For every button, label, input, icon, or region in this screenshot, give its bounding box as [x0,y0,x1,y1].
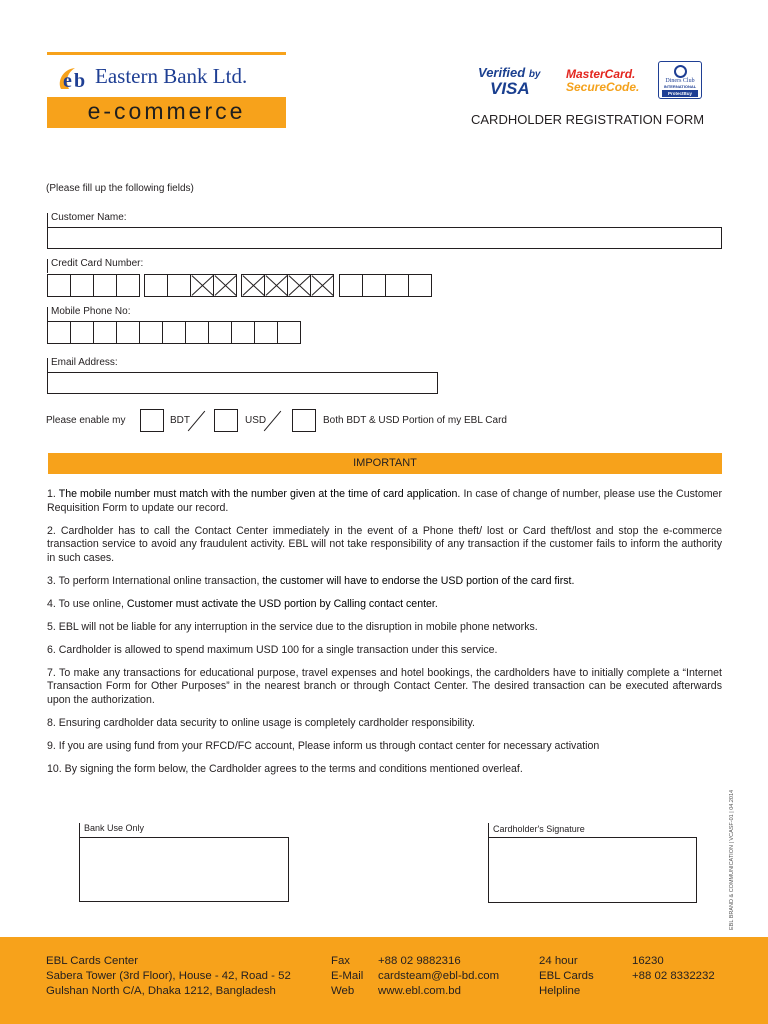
card-digit-cell[interactable] [47,274,71,297]
term-number: 4. [47,597,59,610]
term-text: EBL will not be liable for any interruption in the service due to the disruption in mobile phone networks. [58,620,538,633]
mobile-phone-label: Mobile Phone No: [51,306,131,317]
both-checkbox[interactable] [292,409,316,432]
ecommerce-label: e-commerce [87,98,246,124]
card-digit-cell[interactable] [70,274,94,297]
bdt-checkbox[interactable] [140,409,164,432]
term-bold-text: Customer must activate the USD portion by Calling contact center. [126,597,438,610]
field-tick [47,307,48,321]
phone-digit-cell[interactable] [139,321,163,344]
card-digit-masked-cell [264,274,288,297]
term-text: Cardholder has to call the Contact Center immediately in the event of a Phone theft/ lost or Card theft/lost and stop the e-commerce transaction service to avoid any fraudulent activity. EBL will not take responsibility of any transaction if the customer fails to inform the authority in such cases. [47,524,722,564]
phone-digit-cell[interactable] [254,321,278,344]
card-digit-masked-cell [287,274,311,297]
card-digit-cell[interactable] [144,274,168,297]
term-text: If you are using fund from your RFCD/FC account, Please inform us through contact center for necessary activation [58,739,600,752]
term-number: 7. [47,666,60,679]
form-instruction: (Please fill up the following fields) [46,183,194,194]
term-bold-text: The mobile number must match with the number given at the time of card application. [58,488,461,500]
term-item-8 [47,717,722,731]
field-tick [79,823,80,837]
card-digit-cell[interactable] [167,274,191,297]
card-digit-cell[interactable] [339,274,363,297]
email-contact-label: E-Mail [331,970,364,982]
term-number: 2. [47,524,61,537]
phone-digit-cell[interactable] [116,321,140,344]
securecode-text: SecureCode. [566,79,640,94]
card-digit-masked-cell [213,274,237,297]
diners-circle-icon [674,65,687,78]
term-item-4 [47,598,722,612]
email-link[interactable]: cardsteam@ebl-bd.com [378,970,500,982]
ebl-logo-icon [55,63,91,95]
cards-center-title: EBL Cards Center [46,955,139,967]
separator-slash [264,411,281,432]
bdt-option-label: BDT [170,415,190,426]
usd-option-label: USD [245,415,267,426]
phone-digit-cell[interactable] [208,321,232,344]
card-digit-cell[interactable] [116,274,140,297]
bank-name: Eastern Bank Ltd. [95,64,248,88]
term-number: 6. [47,643,59,656]
field-tick [47,259,48,273]
term-number: 1. [47,488,59,500]
phone-digit-cell[interactable] [231,321,255,344]
term-item-5 [47,621,722,635]
visa-text: VISA [490,79,530,98]
phone-digit-cell[interactable] [47,321,71,344]
cards-center-address-2: Gulshan North C/A, Dhaka 1212, Bangladesh [46,985,276,997]
cardholder-signature-label: Cardholder's Signature [493,824,585,834]
email-label: Email Address: [51,357,118,368]
term-number: 5. [47,620,59,633]
term-item-2 [47,525,722,566]
fax-number: +88 02 9882316 [378,955,461,967]
card-digit-cell[interactable] [93,274,117,297]
term-number: 9. [47,739,59,752]
term-text: By signing the form below, the Cardholder agrees to the terms and conditions mentioned overleaf. [64,762,523,775]
card-number-group-3 [241,274,333,297]
customer-name-field[interactable] [47,227,722,249]
field-tick [47,213,48,227]
term-item-6 [47,644,722,658]
bank-use-box[interactable] [79,837,289,902]
helpline-number-1: 16230 [632,955,664,967]
phone-digit-cell[interactable] [70,321,94,344]
phone-digit-cell[interactable] [162,321,186,344]
card-number-group-1 [47,274,139,297]
card-number-group-4 [339,274,431,297]
phone-digit-cell[interactable] [185,321,209,344]
svg-text:e: e [63,70,72,92]
mastercard-text: MasterCard. [566,67,636,81]
card-digit-masked-cell [190,274,214,297]
verified-by-visa-logo [478,66,550,97]
term-number: 3. [47,574,59,587]
footer [0,937,768,1024]
diners-international-text: INTERNATIONAL [663,84,697,89]
svg-text:b: b [74,70,86,92]
card-digit-cell[interactable] [362,274,386,297]
card-digit-cell[interactable] [408,274,432,297]
term-number: 8. [47,716,59,729]
form-title: CARDHOLDER REGISTRATION FORM [471,112,705,127]
diners-protectbuy-text: ProtectBuy [662,90,698,97]
card-number-label: Credit Card Number: [51,258,144,269]
verified-text: Verified [478,65,526,80]
card-digit-masked-cell [310,274,334,297]
term-item-10 [47,763,722,777]
card-digit-cell[interactable] [385,274,409,297]
phone-digit-cell[interactable] [93,321,117,344]
important-heading: IMPORTANT [48,453,722,474]
diners-club-text: Diners Club [665,78,695,84]
term-text: In case of change of number, please use the Customer Requisition Form to update our record. [47,488,722,514]
helpline-label-1: 24 hour [539,955,578,967]
card-digit-masked-cell [241,274,265,297]
card-number-group-2 [144,274,236,297]
fax-label: Fax [331,955,350,967]
term-item-7 [47,667,722,708]
mobile-phone-grid [47,321,300,344]
term-item-9 [47,740,722,754]
usd-checkbox[interactable] [214,409,238,432]
term-text: To use online, [58,597,127,610]
term-text: To make any transactions for educational purpose, travel expenses and hotel bookings, the cardholders have to initially complete a “Internet Transaction Form for Other Purposes” in the nearest branch or through Contact Center. The desired transaction can be executed afterwards upon the authorization. [47,666,722,706]
customer-name-label: Customer Name: [51,212,127,223]
helpline-label-3: Helpline [539,985,581,997]
form-code: EBL BRAND & COMMUNICATION | VCASF-01 | 04.2014 [729,789,735,930]
term-number: 10. [47,762,65,775]
both-option-label: Both BDT & USD Portion of my EBL Card [323,415,507,426]
term-item-3 [47,575,722,589]
term-text: Ensuring cardholder data security to online usage is completely cardholder responsibility. [58,716,475,729]
field-tick [488,823,489,837]
terms-list [47,488,722,786]
website-link[interactable]: www.ebl.com.bd [378,985,461,997]
cards-center-address-1: Sabera Tower (3rd Floor), House - 42, Road - 52 [46,970,291,982]
verified-by-text: by [528,69,541,80]
enable-label: Please enable my [46,415,126,426]
field-tick [47,358,48,372]
helpline-number-2: +88 02 8332232 [632,970,715,982]
term-bold-text: the customer will have to endorse the USD portion of the card first. [262,574,575,587]
term-text: To perform International online transaction, [58,574,263,587]
helpline-label-2: EBL Cards [539,970,594,982]
mastercard-securecode-logo [566,68,639,93]
term-item-1 [47,488,722,515]
phone-digit-cell[interactable] [277,321,301,344]
diners-club-protectbuy-logo [658,61,702,99]
logo-top-rule [47,52,286,55]
term-text: Cardholder is allowed to spend maximum USD 100 for a single transaction under this service. [58,643,498,656]
separator-slash [188,411,205,432]
email-field[interactable] [47,372,438,394]
cardholder-signature-box[interactable] [488,837,697,903]
bank-use-label: Bank Use Only [84,823,145,833]
web-label: Web [331,985,355,997]
